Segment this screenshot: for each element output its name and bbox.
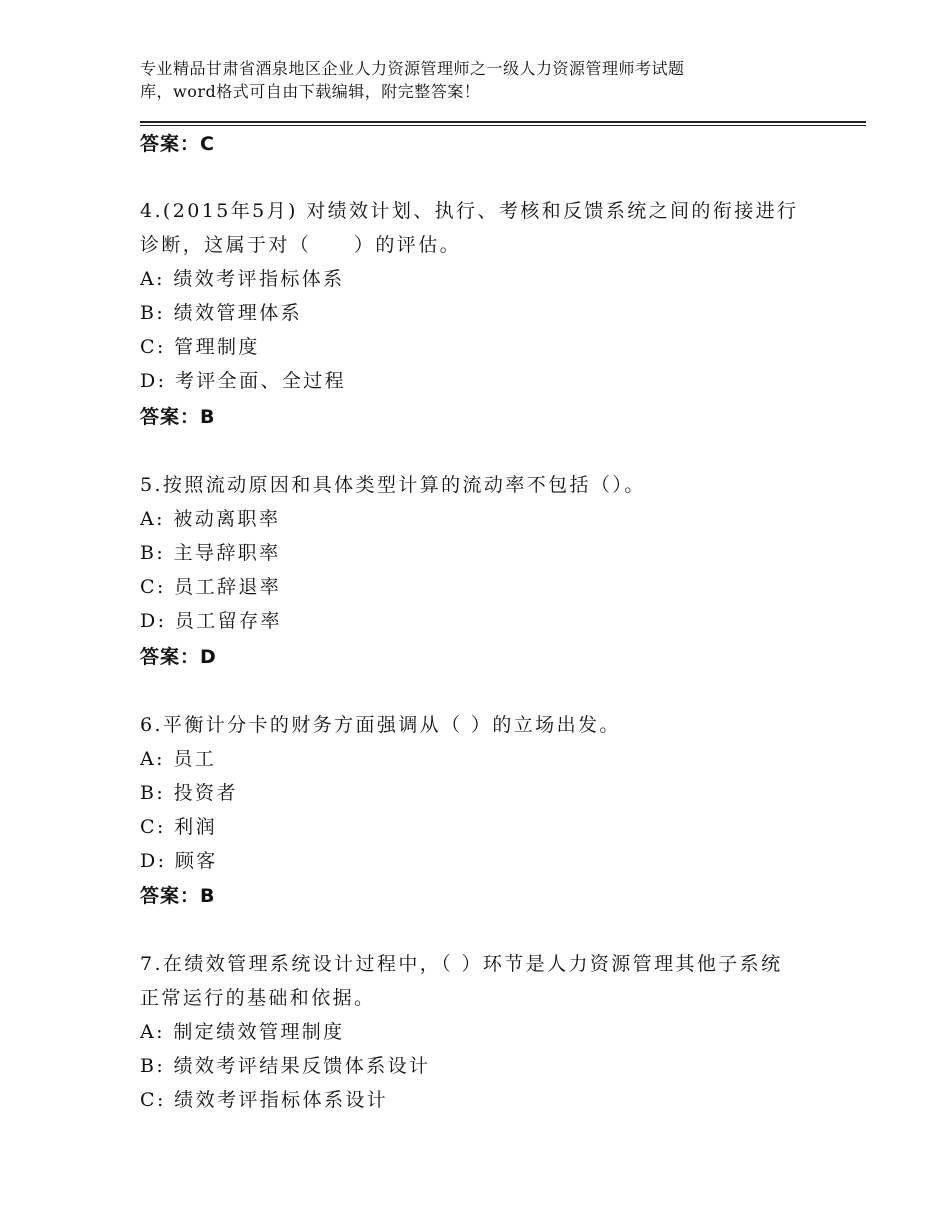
- header-rule-thin: [140, 125, 866, 126]
- header-line-2: 库，word格式可自由下载编辑，附完整答案！: [140, 82, 481, 101]
- answer-q5: 答案：D: [140, 646, 217, 668]
- question-6-option-b: B: 投资者: [140, 782, 238, 804]
- question-4-stem-line-1: 4.(2015年5月) 对绩效计划、执行、考核和反馈系统之间的衔接进行: [140, 200, 799, 222]
- question-7-option-a: A: 制定绩效管理制度: [140, 1021, 345, 1043]
- question-4-option-b: B: 绩效管理体系: [140, 302, 303, 324]
- question-7-stem-line-2: 正常运行的基础和依据。: [140, 987, 376, 1009]
- question-6-stem: 6.平衡计分卡的财务方面强调从（ ）的立场出发。: [140, 714, 621, 736]
- question-7-stem-line-1: 7.在绩效管理系统设计过程中，（ ）环节是人力资源管理其他子系统: [140, 953, 783, 975]
- header-rule-thick: [140, 121, 866, 123]
- question-4-option-a: A: 绩效考评指标体系: [140, 268, 345, 290]
- question-6-option-c: C: 利润: [140, 816, 217, 838]
- question-5-option-a: A: 被动离职率: [140, 508, 281, 530]
- question-5-option-b: B: 主导辞职率: [140, 542, 281, 564]
- answer-q3: 答案：C: [140, 133, 215, 155]
- question-5-option-c: C: 员工辞退率: [140, 576, 282, 598]
- question-7-option-b: B: 绩效考评结果反馈体系设计: [140, 1055, 431, 1077]
- question-6-option-a: A: 员工: [140, 748, 217, 770]
- answer-q6: 答案：B: [140, 885, 216, 907]
- question-4-option-d: D: 考评全面、全过程: [140, 370, 347, 392]
- answer-q4: 答案：B: [140, 406, 216, 428]
- question-6-option-d: D: 顾客: [140, 850, 218, 872]
- question-4-stem-line-2: 诊断，这属于对（ ）的评估。: [140, 234, 462, 256]
- question-5-option-d: D: 员工留存率: [140, 610, 282, 632]
- question-4-option-c: C: 管理制度: [140, 336, 260, 358]
- question-5-stem: 5.按照流动原因和具体类型计算的流动率不包括（）。: [140, 474, 646, 496]
- question-7-option-c: C: 绩效考评指标体系设计: [140, 1089, 389, 1111]
- page-header: [140, 57, 780, 103]
- header-line-1: 专业精品甘肃省酒泉地区企业人力资源管理师之一级人力资源管理师考试题: [140, 59, 685, 78]
